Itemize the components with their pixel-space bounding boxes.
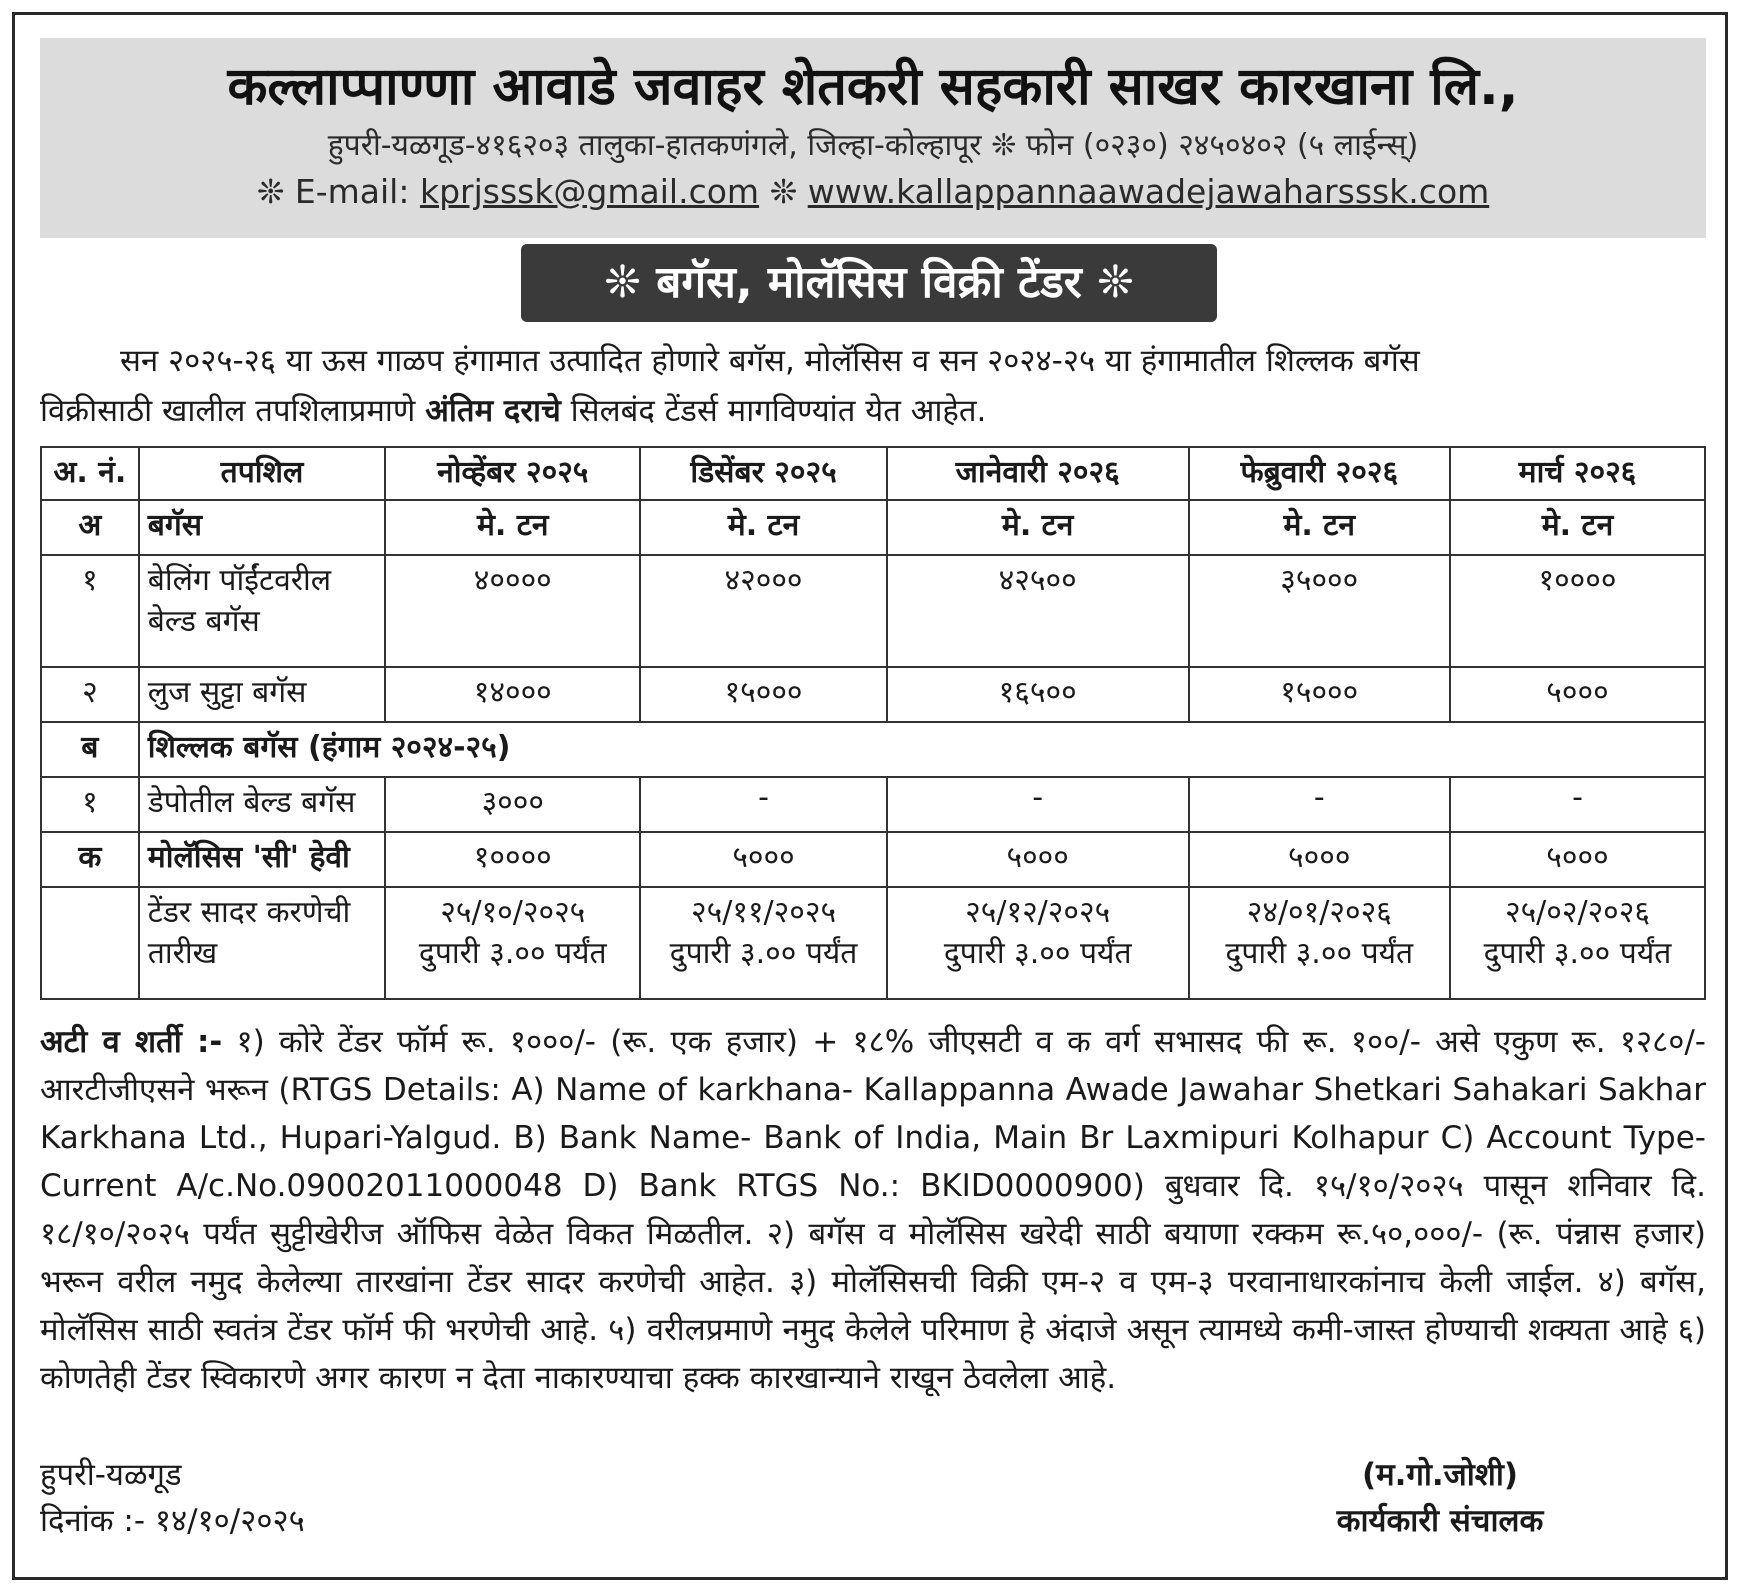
table-row: अ बगॅस मे. टन मे. टन मे. टन मे. टन मे. टन <box>41 500 1705 555</box>
col-header: डिसेंबर २०२५ <box>640 447 887 500</box>
intro-paragraph <box>40 336 1706 436</box>
col-header: मार्च २०२६ <box>1450 447 1705 500</box>
signature-block <box>1290 1452 1590 1544</box>
org-name: कल्लाप्पाण्णा आवाडे जवाहर शेतकरी सहकारी साखर कारखाना लि., <box>227 57 1519 117</box>
intro-bold: अंतिम दराचे <box>425 393 561 429</box>
address-line: हुपरी-यळगूड-४१६२०३ तालुका-हातकणंगले, जिल्हा-कोल्हापूर ❊ फोन (०२३०) २४५०४०२ (५ लाईन्स्) <box>327 128 1419 163</box>
table-row: २ लुज सुट्टा बगॅस १४००० १५००० १६५०० १५००० ५००० <box>41 667 1705 722</box>
table-row: क मोलॅसिस 'सी' हेवी १०००० ५००० ५००० ५००० ५००० <box>41 832 1705 887</box>
intro-line-2: विक्रीसाठी खालील तपशिलाप्रमाणे अंतिम दराचे सिलबंद टेंडर्स मागविण्यांत येत आहेत. <box>40 393 987 429</box>
table-row: १ डेपोतील बेल्ड बगॅस ३००० - - - - <box>41 777 1705 832</box>
contact-line <box>40 170 1706 214</box>
signer-title: कार्यकारी संचालक <box>1336 1503 1544 1539</box>
col-header: नोव्हेंबर २०२५ <box>385 447 640 500</box>
intro-line-1: सन २०२५-२६ या ऊस गाळप हंगामात उत्पादित होणारे बगॅस, मोलॅसिस व सन २०२४-२५ या हंगामातील शिल्लक बगॅस <box>120 343 1420 379</box>
email-link[interactable]: kprjsssk@gmail.com <box>419 172 760 211</box>
place-date-block <box>40 1452 305 1544</box>
tender-table <box>40 446 1706 1000</box>
web-separator: ❊ <box>769 172 798 211</box>
terms-label: अटी व शर्ती :- <box>40 1024 223 1060</box>
col-header: तपशिल <box>139 447 386 500</box>
terms-text: १) कोरे टेंडर फॉर्म रू. १०००/- (रू. एक हजार) + १८% जीएसटी व क वर्ग सभासद फी रू. १००/- असे एकुण रू. १२८०/- आरटीजीएसने भरून (RTGS Details: A) Name of karkhana- Kallappanna Awade Jawahar Shetkari Sahakari Sakhar Karkhana Ltd., Hupari-Yalgud. B) Bank Name- Bank of India, Main Br Laxmipuri Kolhapur C) Account Type-Current A/c.No.09002011000048 D) Bank RTGS No.: BKID0000900) बुधवार दि. १५/१०/२०२५ पासून शनिवार दि. १८/१०/२०२५ पर्यंत सुट्टीखेरीज ऑफिस वेळेत विकत मिळतील. २) बगॅस व मोलॅसिस खरेदी साठी बयाणा रक्कम रू.५०,०००/- (रू. पंन्नास हजार) भरून वरील नमुद केलेल्या तारखांना टेंडर सादर करणेची आहेत. ३) मोलॅसिसची विक्री एम-२ व एम-३ परवानाधारकांनाच केली जाईल. ४) बगॅस, मोलॅसिस साठी स्वतंत्र टेंडर फॉर्म फी भरणेची आहे. ५) वरीलप्रमाणे नमुद केलेले परिमाण हे अंदाजे असून त्यामध्ये कमी-जास्त होण्याची शक्यता आहे ६) कोणतेही टेंडर स्विकारणे अगर कारण न देता नाकारण्याचा हक्क कारखान्याने राखून ठेवलेला आहे. <box>40 1024 1706 1396</box>
col-header: अ. नं. <box>41 447 139 500</box>
table-header-row <box>41 447 1705 500</box>
tender-banner: ❊ बगॅस, मोलॅसिस विक्री टेंडर ❊ <box>521 244 1217 322</box>
website-link[interactable]: www.kallappannaawadejawaharsssk.com <box>807 172 1490 211</box>
place: हुपरी-यळगूड <box>40 1457 182 1493</box>
table-row: १ बेलिंग पॉईंटवरील बेल्ड बगॅस ४०००० ४२००० ४२५०० ३५००० १०००० <box>41 555 1705 667</box>
col-header: फेब्रुवारी २०२६ <box>1189 447 1450 500</box>
col-header: जानेवारी २०२६ <box>887 447 1189 500</box>
header-block <box>40 38 1706 238</box>
table-section-row: ब शिल्लक बगॅस (हंगाम २०२४-२५) <box>41 722 1705 777</box>
signer-name: (म.गो.जोशी) <box>1361 1457 1519 1493</box>
notice-date: दिनांक :- १४/१०/२०२५ <box>40 1503 305 1539</box>
terms-paragraph <box>40 1018 1706 1402</box>
table-row: टेंडर सादर करणेची तारीख २५/१०/२०२५ दुपारी ३.०० पर्यंत २५/११/२०२५ दुपारी ३.०० पर्यंत २५/१२/२०२५ दुपारी ३.०० पर्यंत २४/०१/२०२६ दुपारी ३.०० पर्यंत २५/०२/२०२६ दुपारी ३.०० पर्यंत <box>41 887 1705 999</box>
email-prefix: ❊ E-mail: <box>256 172 410 211</box>
